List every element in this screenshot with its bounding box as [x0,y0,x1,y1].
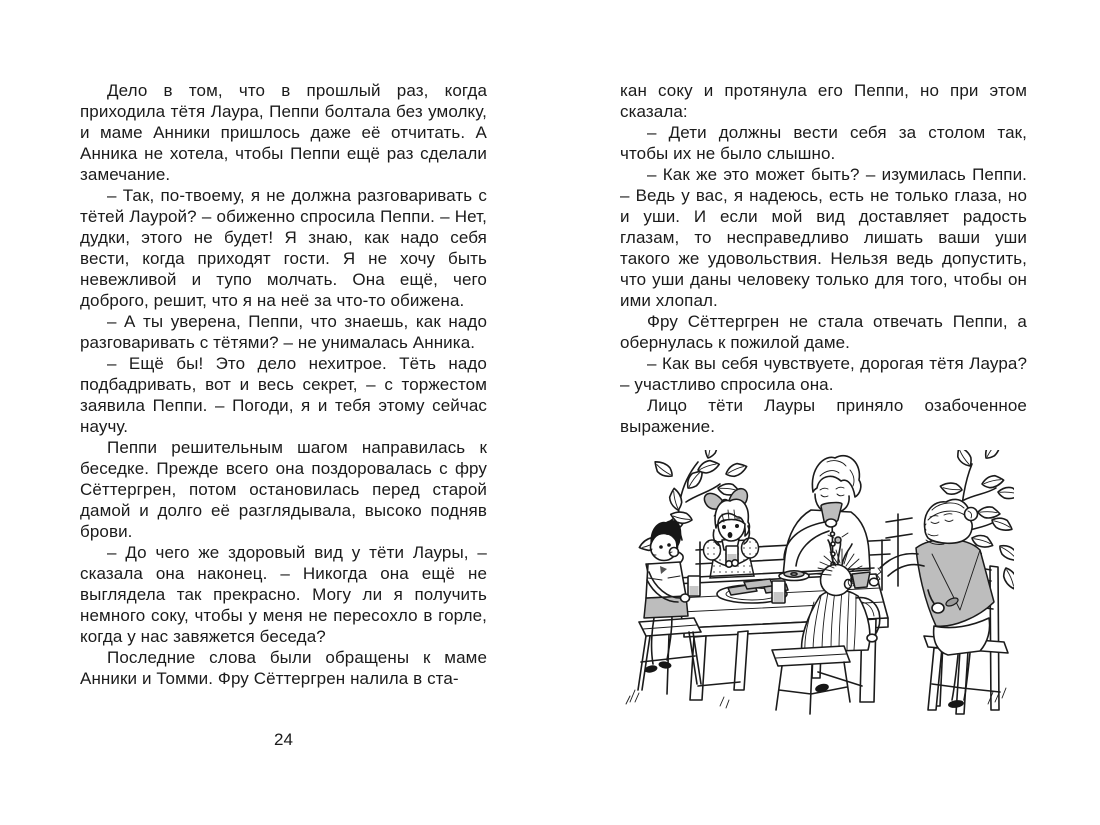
paragraph: Дело в том, что в прошлый раз, когда приходила тётя Лаура, Пеппи болтала без умолку, и маме Анники пришлось даже её отчитать. А Анника не хотела, чтобы Пеппи ещё раз сделали замечание. [80,81,487,184]
annika-figure [704,489,759,578]
pippi-stool [772,646,850,714]
aunt-laura-figure [916,499,994,708]
page-number: 24 [274,730,293,749]
paragraph: – Дети должны вести себя за столом так, чтобы их не было слышно. [620,123,1027,163]
paragraph: – Как вы себя чувствуете, дорогая тётя Лаура? – участливо спросила она. [620,354,1027,394]
paragraph: – До чего же здоровый вид у тёти Лауры, – сказала она наконец. – Никогда она ещё не выглядела так прекрасно. Могу ли я получить немного соку, чтобы у меня не пересохло в горле, когда у нас завяжется беседа? [80,543,487,646]
paragraph: – Так, по-твоему, я не должна разговаривать с тётей Лаурой? – обиженно спросила Пеппи. – Нет, дудки, этого не будет! Я знаю, как надо себя вести, когда приходят гости. Я не хочу быть невежливой и тупо молчать. Она ещё, чего доброго, решит, что я на неё за что-то обижена. [80,186,487,310]
paragraph: Фру Сёттергрен не стала отвечать Пеппи, а обернулась к пожилой даме. [620,312,1027,352]
garden-tea-party-illustration [622,450,1014,722]
left-page-text-column [80,80,487,689]
paragraph: – А ты уверена, Пеппи, что знаешь, как надо разговаривать с тётями? – не унималась Анника. [80,312,487,352]
paragraph: – Как же это может быть? – изумилась Пеппи. – Ведь у вас, я надеюсь, есть не только глаза, но и уши. И если мой вид доставляет радость глазам, то несправедливо лишать ваши уши такого же удовольствия. Нельзя ведь допустить, что уши даны человеку только для того, чтобы он ими хлопал. [620,165,1027,310]
paragraph: Лицо тёти Лауры приняло озабоченное выражение. [620,396,1027,436]
paragraph: – Ещё бы! Это дело нехитрое. Тёть надо подбадривать, вот и весь секрет, – с торжестом заявила Пеппи. – Погоди, я и тебя этому сейчас научу. [80,354,487,436]
right-page-text-column [620,80,1027,722]
paragraph: Последние слова были обращены к маме Анники и Томми. Фру Сёттергрен налила в ста- [80,648,487,688]
paragraph: кан соку и протянула его Пеппи, но при этом сказала: [620,81,1027,121]
paragraph: Пеппи решительным шагом направилась к беседке. Прежде всего она поздоровалась с фру Сёттергрен, потом остановилась перед старой дамой и долго её разглядывала, высоко подняв брови. [80,438,487,541]
